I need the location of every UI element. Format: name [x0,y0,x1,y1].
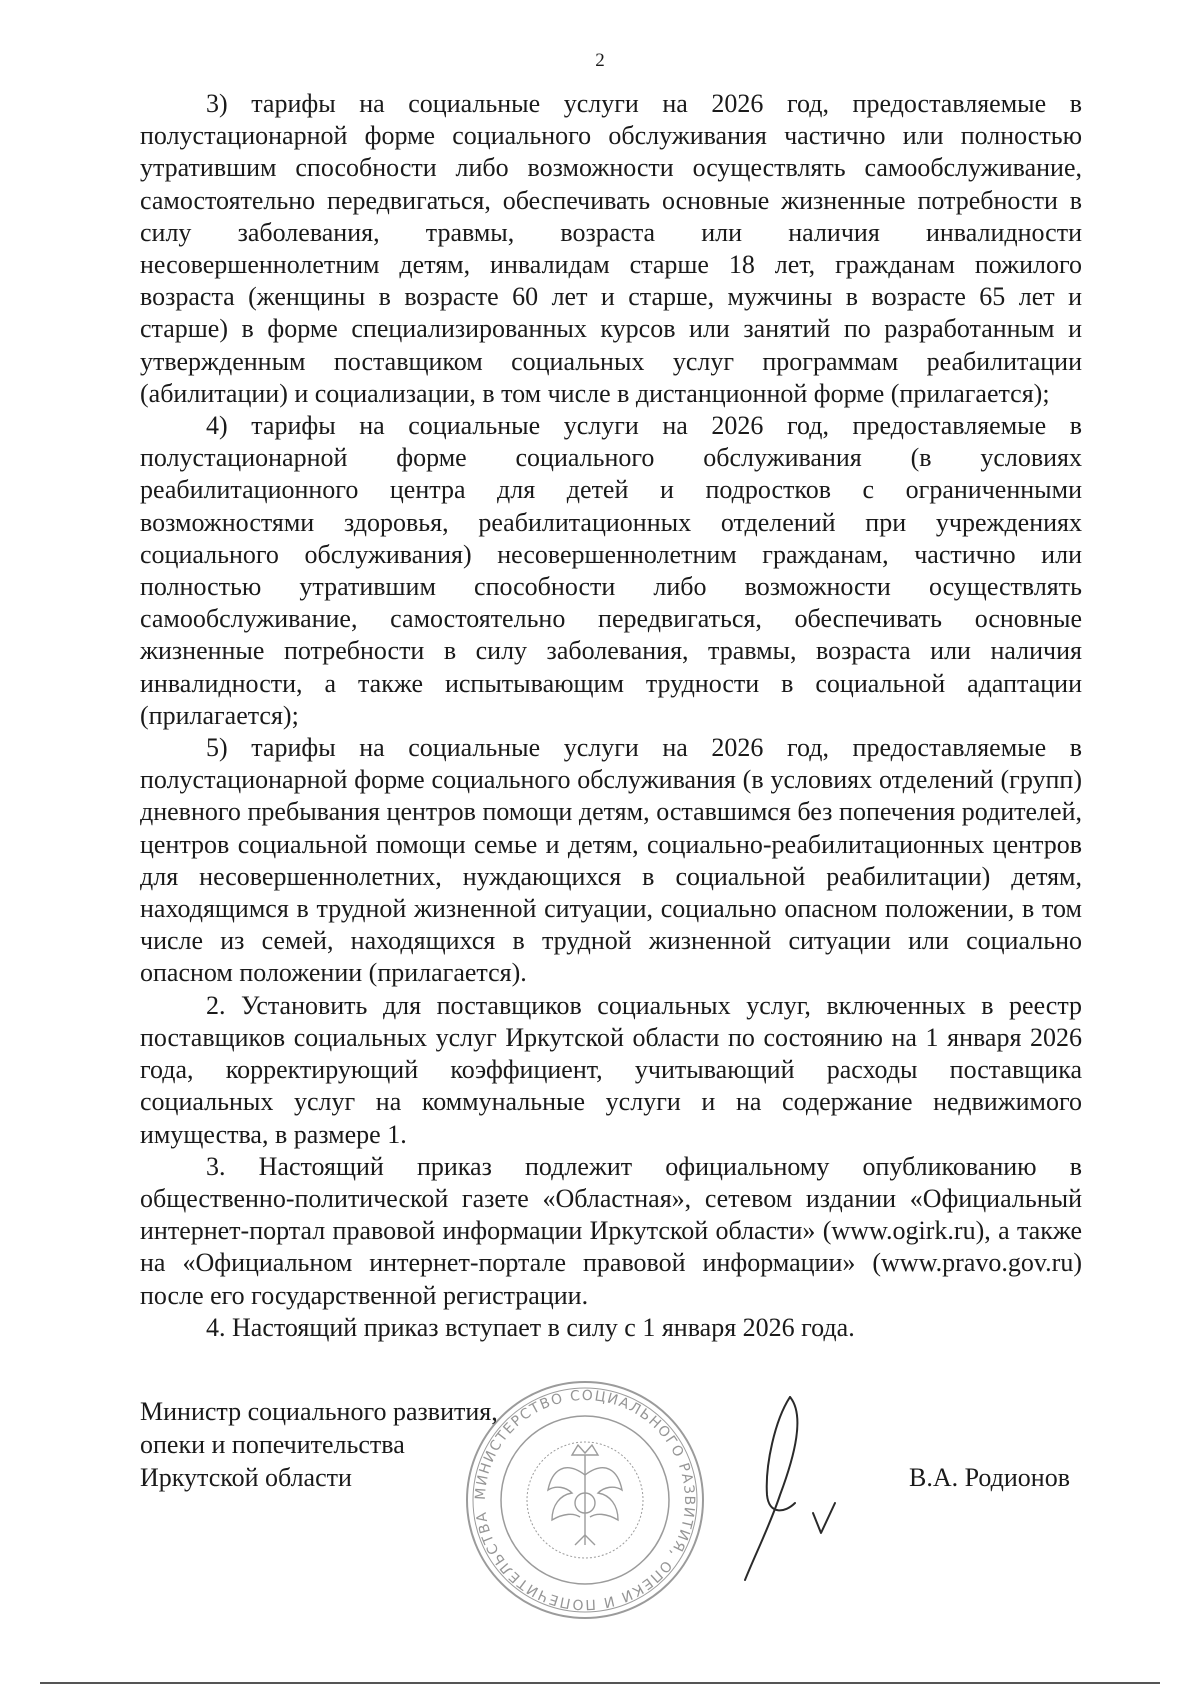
signer-title-line-3: Иркутской области [140,1463,352,1492]
document-body [140,88,1082,1344]
paragraph-item-5: 5) тарифы на социальные услуги на 2026 год, предоставляемые в полустационарной форме социального обслуживания (в условиях отделений (групп) дневного пребывания центров помощи детям, оставшимся без попечения родителей, центров социальной помощи семье и детям, социально-реабилитационных центров для несовершеннолетних, нуждающихся в социальной реабилитации) детям, находящимся в трудной жизненной ситуации, социально опасном положении, в том числе из семей, находящихся в трудной жизненной ситуации или социально опасном положении (прилагается). [140,733,1082,988]
page-number: 2 [595,50,605,71]
signer-name: В.А. Родионов [908,1463,1070,1492]
signer-title-line-2: опеки и попечительства [140,1430,405,1459]
page-bottom-rule [40,1682,1160,1684]
paragraph-clause-2: 2. Установить для поставщиков социальных услуг, включенных в реестр поставщиков социальных услуг Иркутской области по состоянию на 1 января 2026 года, корректирующий коэффициент, учитывающий расходы поставщика социальных услуг на коммунальные услуги и на содержание недвижимого имущества, в размере 1. [140,990,1082,1149]
paragraph-clause-3: 3. Настоящий приказ подлежит официальному опубликованию в общественно-политической газете «Областная», сетевом издании «Официальный интернет-портал правовой информации Иркутской области» (www.ogirk.ru), а также на «Официальном интернет-портале правовой информации» (www.pravo.gov.ru) после его государственной регистрации. [140,1151,1082,1310]
seal-text: МИНИСТЕРСТВО СОЦИАЛЬНОГО РАЗВИТИЯ, ОПЕКИ И ПОПЕЧИТЕЛЬСТВА [472,1387,698,1613]
paragraph-item-4: 4) тарифы на социальные услуги на 2026 год, предоставляемые в полустационарной форме социального обслуживания (в условиях реабилитационного центра для детей и подростков с ограниченными возможностями здоровья, реабилитационных отделений при учреждениях социального обслуживания) несовершеннолетним гражданам, частично или полностью утратившим способности либо возможности осуществлять самообслуживание, самостоятельно передвигаться, обеспечивать основные жизненные потребности в силу заболевания, травмы, возраста или наличия инвалидности, а также испытывающим трудности в социальной адаптации (прилагается); [140,411,1082,730]
paragraph-clause-4: 4. Настоящий приказ вступает в силу с 1 января 2026 года. [206,1312,855,1342]
signature-block [140,1375,1080,1675]
handwritten-signature [695,1385,865,1585]
signer-title [140,1395,498,1494]
signature-icon [695,1385,865,1585]
signer-title-line-1: Министр социального развития, [140,1397,498,1426]
paragraph-item-3: 3) тарифы на социальные услуги на 2026 год, предоставляемые в полустационарной форме социального обслуживания частично или полностью утратившим способности либо возможности осуществлять самообслуживание, самостоятельно передвигаться, обеспечивать основные жизненные потребности в силу заболевания, травмы, возраста или наличия инвалидности несовершеннолетним детям, инвалидам старше 18 лет, гражданам пожилого возраста (женщины в возрасте 60 лет и старше, мужчины в возрасте 65 лет и старше) в форме специализированных курсов или занятий по разработанным и утвержденным поставщиком социальных услуг программам реабилитации (абилитации) и социализации, в том числе в дистанционной форме (прилагается); [140,89,1082,408]
